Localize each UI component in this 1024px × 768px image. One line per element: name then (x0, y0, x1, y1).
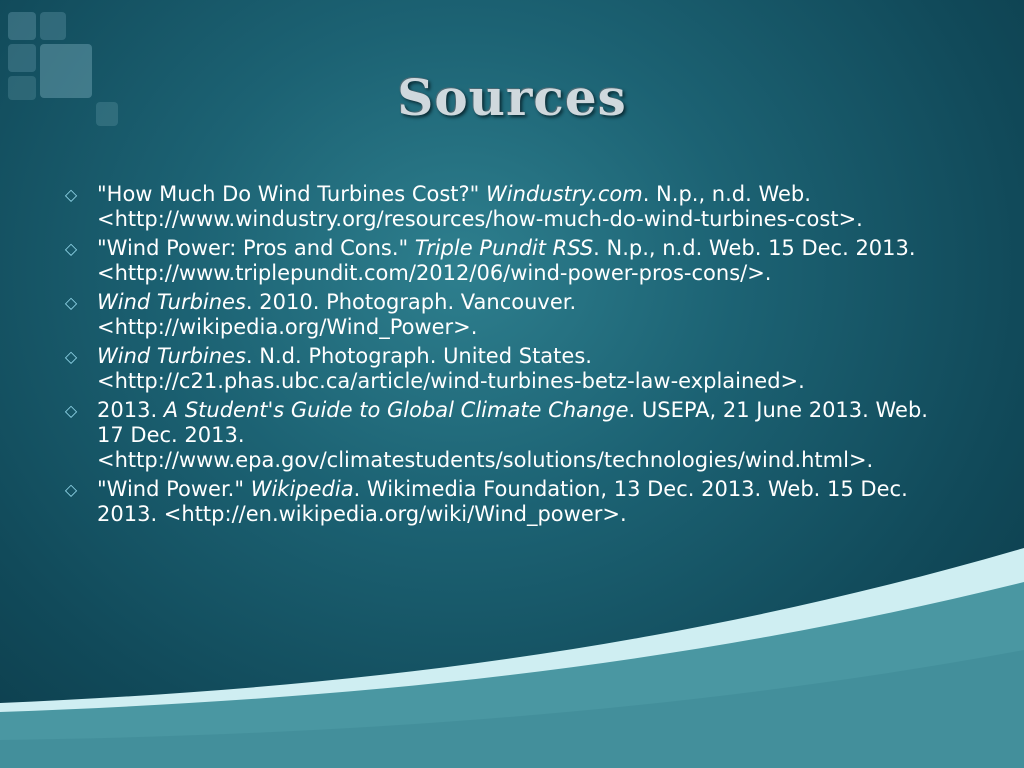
diamond-outline-icon: ◇ (64, 293, 78, 312)
reference-text-pre: 2013. (97, 398, 164, 422)
reference-list (60, 182, 960, 531)
reference-source-title: Triple Pundit RSS (414, 236, 594, 260)
reference-text-post: . N.p., n.d. Web. <http://www.windustry.org/resources/how-much-do-wind-turbines-cost>. (97, 182, 863, 231)
reference-source-title: Wind Turbines (97, 290, 246, 314)
reference-item (60, 398, 960, 473)
reference-source-title: Wikipedia (250, 477, 354, 501)
reference-source-title: Wind Turbines (97, 344, 246, 368)
reference-text-post: . 2010. Photograph. Vancouver. <http://wikipedia.org/Wind_Power>. (97, 290, 577, 339)
diamond-outline-icon: ◇ (64, 347, 78, 366)
reference-item (60, 236, 960, 286)
diamond-outline-icon: ◇ (64, 185, 78, 204)
diamond-outline-icon: ◇ (64, 480, 78, 499)
reference-text-post: . Wikimedia Foundation, 13 Dec. 2013. Web. 15 Dec. 2013. <http://en.wikipedia.org/wiki/Wind_power>. (97, 477, 908, 526)
reference-text-post: . USEPA, 21 June 2013. Web. 17 Dec. 2013. <http://www.epa.gov/climatestudents/solutions/technologies/wind.html>. (97, 398, 928, 472)
reference-item (60, 182, 960, 232)
reference-source-title: Windustry.com (486, 182, 643, 206)
reference-text-pre: "Wind Power." (97, 477, 251, 501)
diamond-outline-icon: ◇ (64, 401, 78, 420)
reference-source-title: A Student's Guide to Global Climate Change (163, 398, 629, 422)
diamond-outline-icon: ◇ (64, 239, 78, 258)
reference-text-pre: "How Much Do Wind Turbines Cost?" (97, 182, 487, 206)
reference-text-post: . N.d. Photograph. United States. <http://c21.phas.ubc.ca/article/wind-turbines-betz-law-explained>. (97, 344, 805, 393)
reference-text-pre: "Wind Power: Pros and Cons." (97, 236, 415, 260)
reference-text-post: . N.p., n.d. Web. 15 Dec. 2013. <http://www.triplepundit.com/2012/06/wind-power-pros-cons/>. (97, 236, 916, 285)
reference-item (60, 344, 960, 394)
reference-item (60, 290, 960, 340)
reference-item (60, 477, 960, 527)
slide-title: Sources (397, 68, 627, 127)
